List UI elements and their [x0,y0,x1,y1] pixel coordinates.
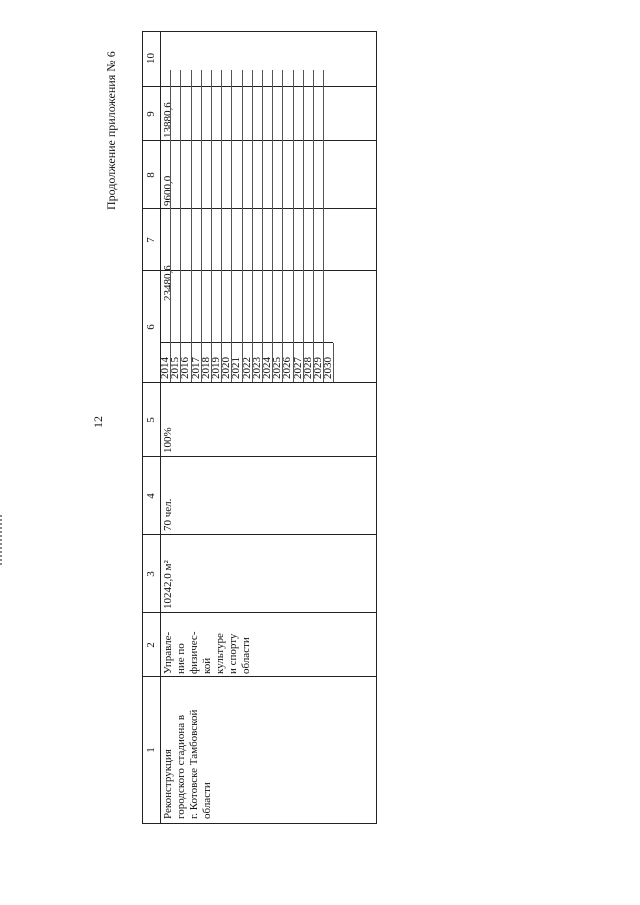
year-row-line [303,70,304,382]
year-label: 2027 [291,357,304,379]
col-divider [143,86,376,87]
col-divider [143,612,376,613]
col-divider [143,534,376,535]
header-col-4: 4 [145,493,157,499]
year-row-line [211,70,212,382]
year-label: 2030 [322,357,335,379]
year-row-line [252,70,253,382]
year-label: 2022 [240,357,253,379]
col-divider [143,382,376,383]
appendix-caption: Продолжение приложения № 6 [104,51,118,210]
header-col-2: 2 [145,642,157,648]
capacity-cell: 10242,0 м² [162,560,174,609]
year-row-line [170,70,171,382]
year-row-line [180,70,181,382]
year-label: 2026 [281,357,294,379]
year-label: 2016 [179,357,192,379]
amount-col8-cell: 9600,0 [162,175,174,206]
year-row-line [191,70,192,382]
year-row-line [231,70,232,382]
amount-col9-cell: 13880,6 [162,102,174,138]
year-label: 2023 [250,357,263,379]
year-label: 2024 [261,357,273,379]
year-column-divider [160,342,333,343]
total-cell: 23480,6 [162,265,174,301]
year-label: 2029 [312,357,324,379]
header-col-8: 8 [145,172,157,178]
page-number: 12 [91,416,105,428]
year-label: 2019 [210,357,222,379]
header-col-9: 9 [145,111,157,117]
header-col-5: 5 [145,417,157,423]
header-col-6: 6 [145,324,157,330]
header-col-7: 7 [145,237,157,243]
col-divider [143,270,376,271]
year-label: 2014 [159,357,171,379]
col-divider [143,140,376,141]
persons-cell: 70 чел. [162,498,174,531]
year-label: 2015 [169,357,182,379]
object-name-cell: Реконструкция городского стадиона в г. Котовске Тамбовской области [162,709,213,819]
col-divider [143,456,376,457]
year-row-line [272,70,273,382]
header-col-10: 10 [145,53,157,64]
header-col-3: 3 [145,571,157,577]
year-row-line [242,70,243,382]
year-row-line [293,70,294,382]
year-row-line [313,70,314,382]
year-label: 2017 [189,357,202,379]
year-label: 2021 [230,357,243,379]
readiness-cell: 100% [162,427,174,453]
year-row-line [262,70,263,382]
year-label: 2028 [301,357,314,379]
header-divider [160,32,161,823]
year-row-line [201,70,202,382]
year-label: 2025 [271,357,284,379]
scan-margin-mark [0,515,2,567]
year-row-line [323,70,324,382]
col-divider [143,208,376,209]
year-label: 2018 [199,357,212,379]
header-col-1: 1 [145,747,157,753]
year-row-line [282,70,283,382]
department-cell: Управле- ние по физичес- кой культуре и спорту области [162,631,252,674]
year-row-line [333,343,334,382]
col-divider [143,676,376,677]
year-label: 2020 [220,357,233,379]
data-table [142,31,377,824]
year-row-line [221,70,222,382]
